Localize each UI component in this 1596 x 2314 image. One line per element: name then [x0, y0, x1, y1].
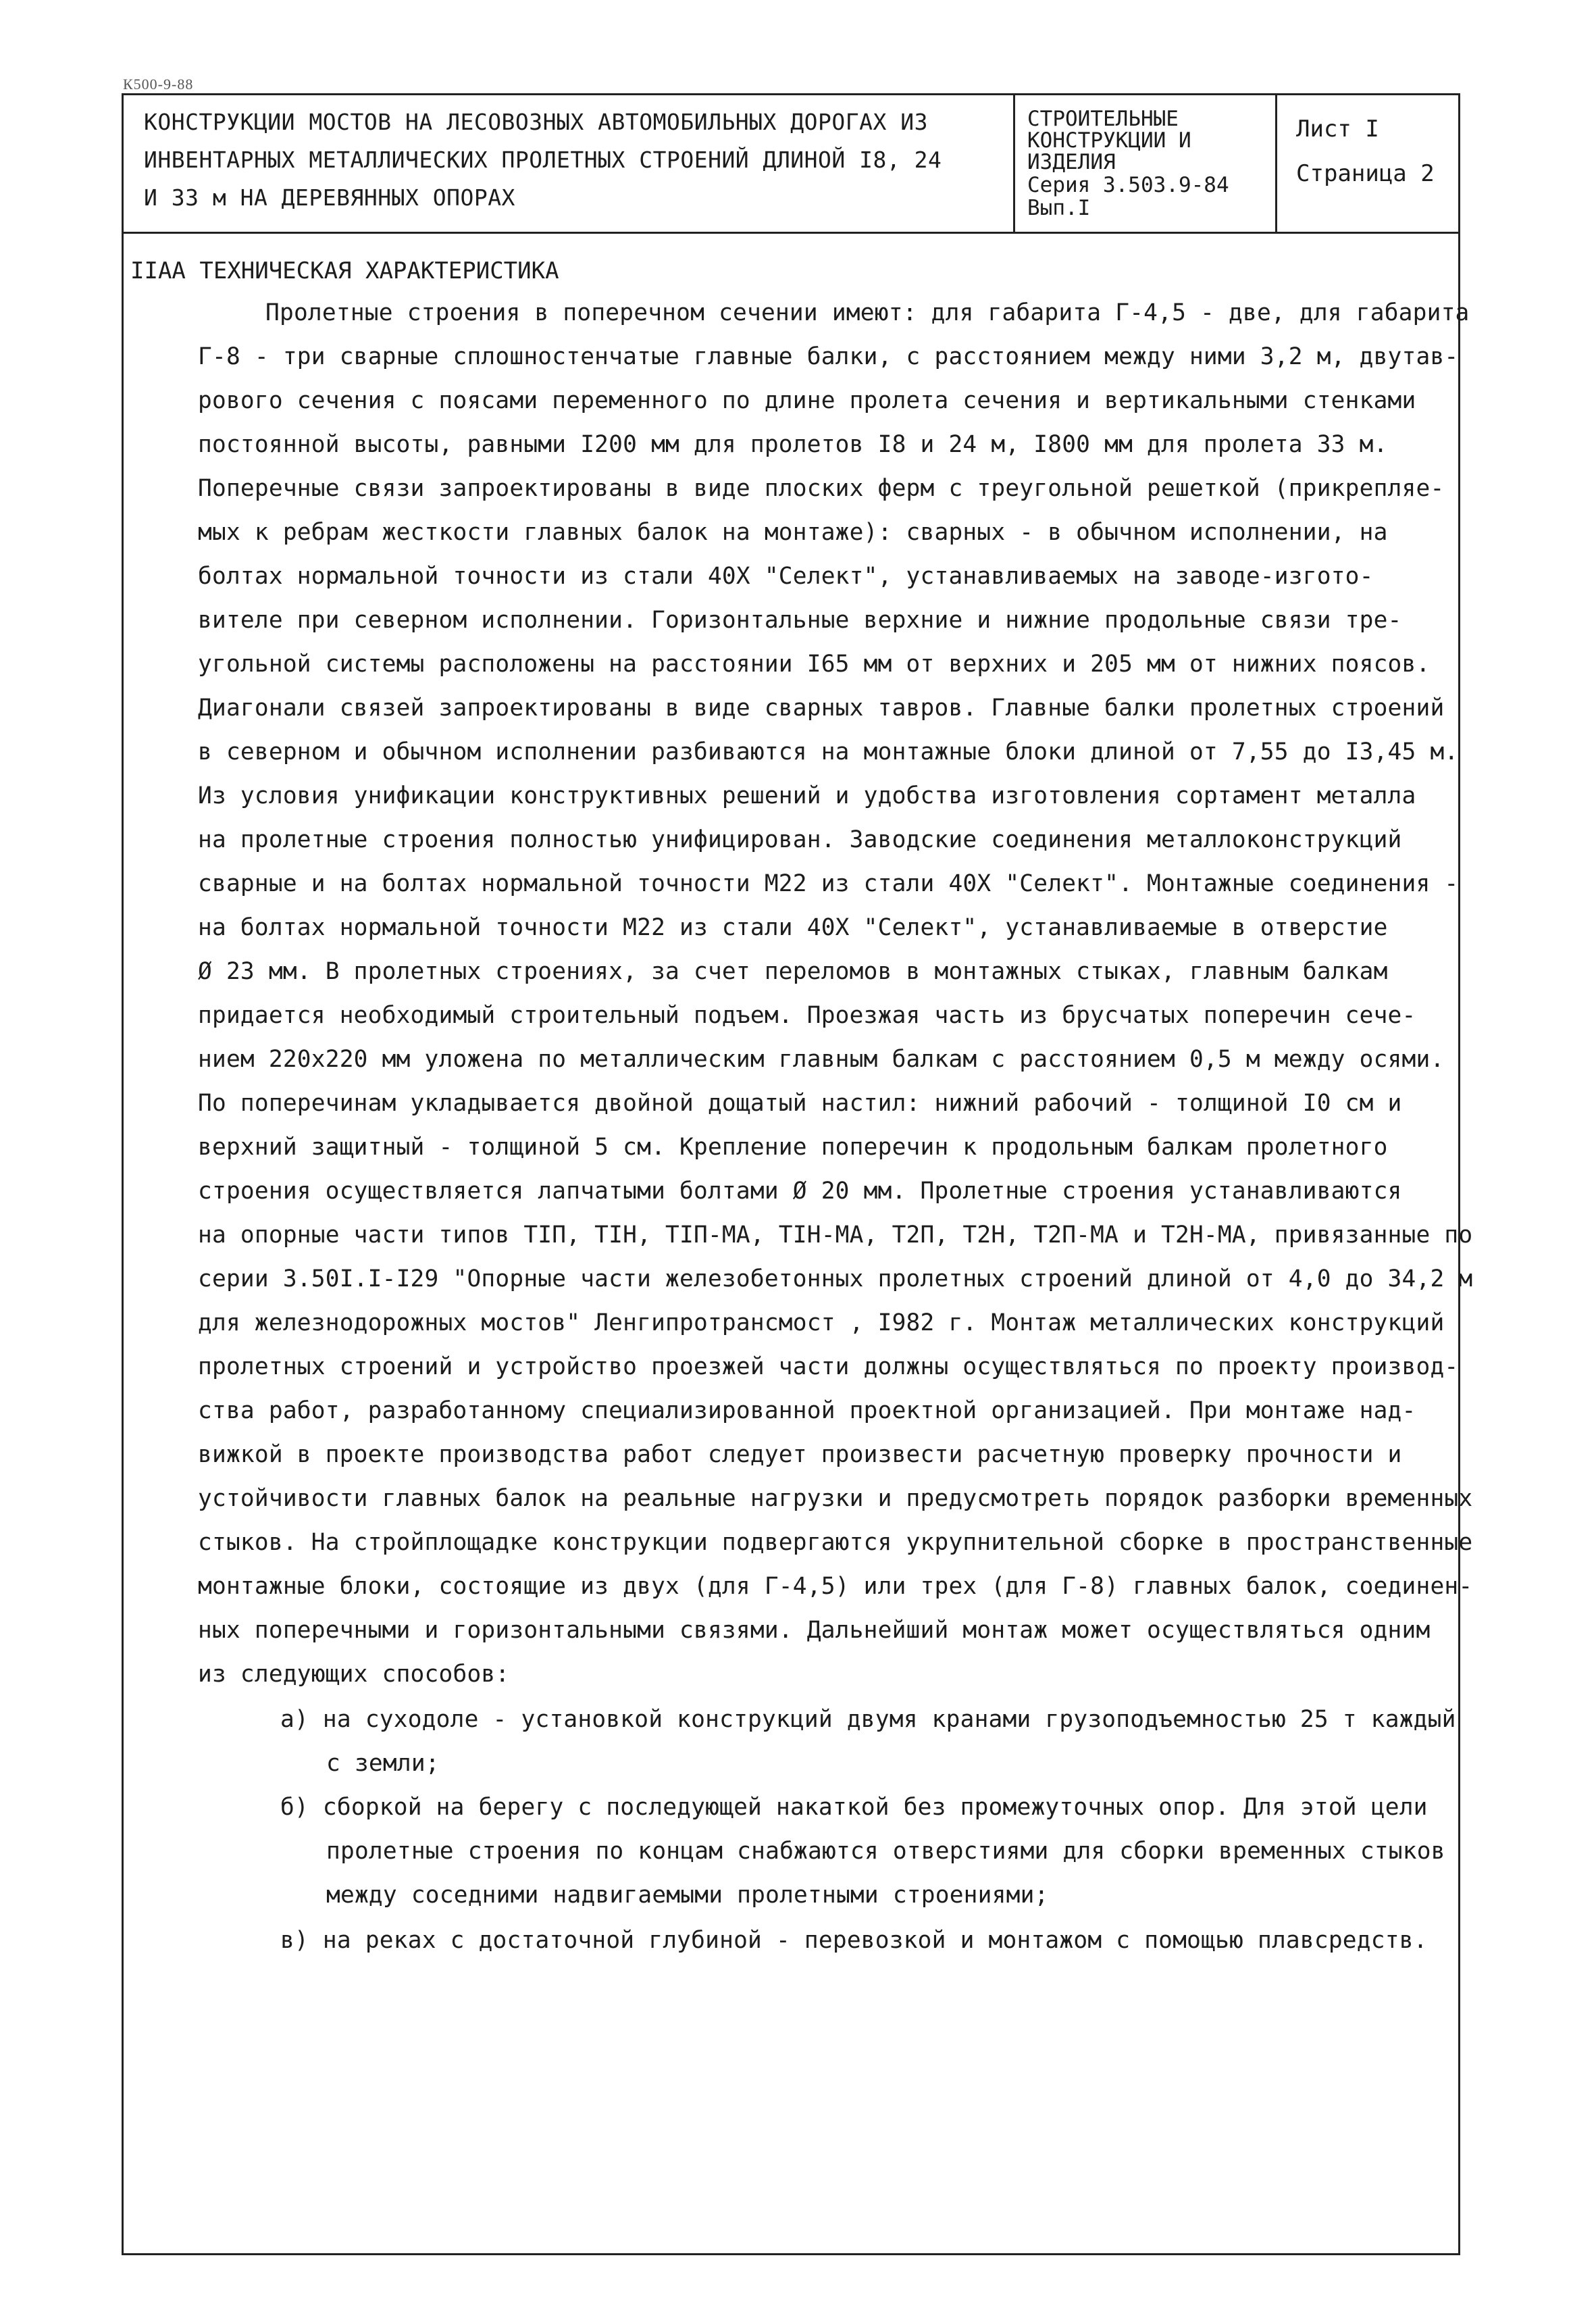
list-item-c: в) на реках с достаточной глубиной - перевозкой и монтажом с помощью плавсредств. [280, 1927, 1428, 1954]
text-line: Из условия унификации конструктивных решений и удобства изготовления сортамент металла [198, 782, 1416, 809]
body-text [124, 95, 1473, 2253]
list-item-b-continuation: пролетные строения по концам снабжаются отверстиями для сборки временных стыков [326, 1838, 1445, 1865]
text-line: стыков. На стройплощадке конструкции подвергаются укрупнительной сборке в пространственные [198, 1529, 1473, 1556]
list-item-b-continuation: между соседними надвигаемыми пролетными строениями; [326, 1882, 1049, 1909]
series-line: СТРОИТЕЛЬНЫЕ [1027, 107, 1179, 131]
issue-number: Вып.I [1027, 196, 1091, 220]
text-line: верхний защитный - толщиной 5 см. Крепление поперечин к продольным балкам пролетного [198, 1134, 1388, 1161]
page-frame [122, 93, 1473, 2255]
title-line: ИНВЕНТАРНЫХ МЕТАЛЛИЧЕСКИХ ПРОЛЕТНЫХ СТРОЕНИЙ ДЛИНОЙ I8, 24 [144, 147, 942, 173]
title-line: КОНСТРУКЦИИ МОСТОВ НА ЛЕСОВОЗНЫХ АВТОМОБИЛЬНЫХ ДОРОГАХ ИЗ [144, 109, 928, 135]
text-line: строения осуществляется лапчатыми болтами Ø 20 мм. Пролетные строения устанавливаются [198, 1178, 1402, 1205]
section-heading: IIАА ТЕХНИЧЕСКАЯ ХАРАКТЕРИСТИКА [130, 257, 559, 284]
text-line: устойчивости главных балок на реальные нагрузки и предусмотреть порядок разборки временных [198, 1485, 1473, 1512]
series-line: КОНСТРУКЦИИ И [1027, 128, 1191, 153]
text-line: вителе при северном исполнении. Горизонтальные верхние и нижние продольные связи тре- [198, 607, 1402, 634]
text-line: постоянной высоты, равными I200 мм для пролетов I8 и 24 м, I800 мм для пролета 33 м. [198, 431, 1388, 458]
sheet-number: Лист I [1296, 116, 1379, 143]
text-line: Поперечные связи запроектированы в виде плоских ферм с треугольной решеткой (прикрепляе- [198, 475, 1445, 502]
series-number: Серия 3.503.9-84 [1027, 173, 1229, 197]
text-line: для железнодорожных мостов" Ленгипротрансмост , I982 г. Монтаж металлических конструкций [198, 1309, 1445, 1336]
list-item-a-continuation: с земли; [326, 1750, 440, 1777]
text-line: вижкой в проекте производства работ следует произвести расчетную проверку прочности и [198, 1441, 1402, 1468]
text-line: на болтах нормальной точности М22 из стали 40Х "Селект", устанавливаемые в отверстие [198, 914, 1388, 941]
list-item-a: а) на суходоле - установкой конструкций двумя кранами грузоподъемностью 25 т каждый [280, 1706, 1456, 1733]
text-line: сварные и на болтах нормальной точности М22 из стали 40Х "Селект". Монтажные соединения - [198, 870, 1459, 897]
text-line: болтах нормальной точности из стали 40Х "Селект", устанавливаемых на заводе-изгото- [198, 563, 1374, 590]
text-line: рового сечения с поясами переменного по длине пролета сечения и вертикальными стенками [198, 387, 1416, 414]
text-line: на опорные части типов ТIП, ТIН, ТIП-МА, ТIН-МА, Т2П, Т2Н, Т2П-МА и Т2Н-МА, привязанные по [198, 1222, 1473, 1249]
list-item-b: б) сборкой на берегу с последующей накаткой без промежуточных опор. Для этой цели [280, 1794, 1428, 1821]
text-line: в северном и обычном исполнении разбиваются на монтажные блоки длиной от 7,55 до I3,45 м. [198, 738, 1459, 765]
text-line: из следующих способов: [198, 1661, 510, 1688]
text-line: пролетных строений и устройство проезжей части должны осуществляться по проекту производ- [198, 1353, 1459, 1380]
text-line: монтажные блоки, состоящие из двух (для Г-4,5) или трех (для Г-8) главных балок, соединен- [198, 1573, 1473, 1600]
text-line: серии 3.50I.I-I29 "Опорные части железобетонных пролетных строений длиной от 4,0 до 34,2 м [198, 1265, 1473, 1292]
document-code: К500-9-88 [123, 76, 194, 93]
text-line: ных поперечными и горизонтальными связями. Дальнейший монтаж может осуществляться одним [198, 1617, 1431, 1644]
text-line: угольной системы расположены на расстоянии I65 мм от верхних и 205 мм от нижних поясов. [198, 651, 1431, 678]
text-line: на пролетные строения полностью унифицирован. Заводские соединения металлоконструкций [198, 826, 1402, 853]
text-line: Пролетные строения в поперечном сечении имеют: для габарита Г-4,5 - две, для габарита [265, 299, 1470, 326]
text-line: Ø 23 мм. В пролетных строениях, за счет переломов в монтажных стыках, главным балкам [198, 958, 1388, 985]
text-line: ства работ, разработанному специализированной проектной организацией. При монтаже над- [198, 1397, 1416, 1424]
page-number: Страница 2 [1296, 160, 1435, 187]
text-line: Диагонали связей запроектированы в виде сварных тавров. Главные балки пролетных строений [198, 695, 1445, 722]
text-line: Г-8 - три сварные сплошностенчатые главные балки, с расстоянием между ними 3,2 м, двутав- [198, 343, 1459, 370]
text-line: По поперечинам укладывается двойной дощатый настил: нижний рабочий - толщиной I0 см и [198, 1090, 1402, 1117]
title-line: И 33 м НА ДЕРЕВЯННЫХ ОПОРАХ [144, 184, 515, 211]
text-line: мых к ребрам жесткости главных балок на монтаже): сварных - в обычном исполнении, на [198, 519, 1388, 546]
series-line: ИЗДЕЛИЯ [1027, 150, 1116, 174]
text-line: придается необходимый строительный подъем. Проезжая часть из брусчатых поперечин сече- [198, 1002, 1416, 1029]
text-line: нием 220х220 мм уложена по металлическим главным балкам с расстоянием 0,5 м между осями. [198, 1046, 1445, 1073]
